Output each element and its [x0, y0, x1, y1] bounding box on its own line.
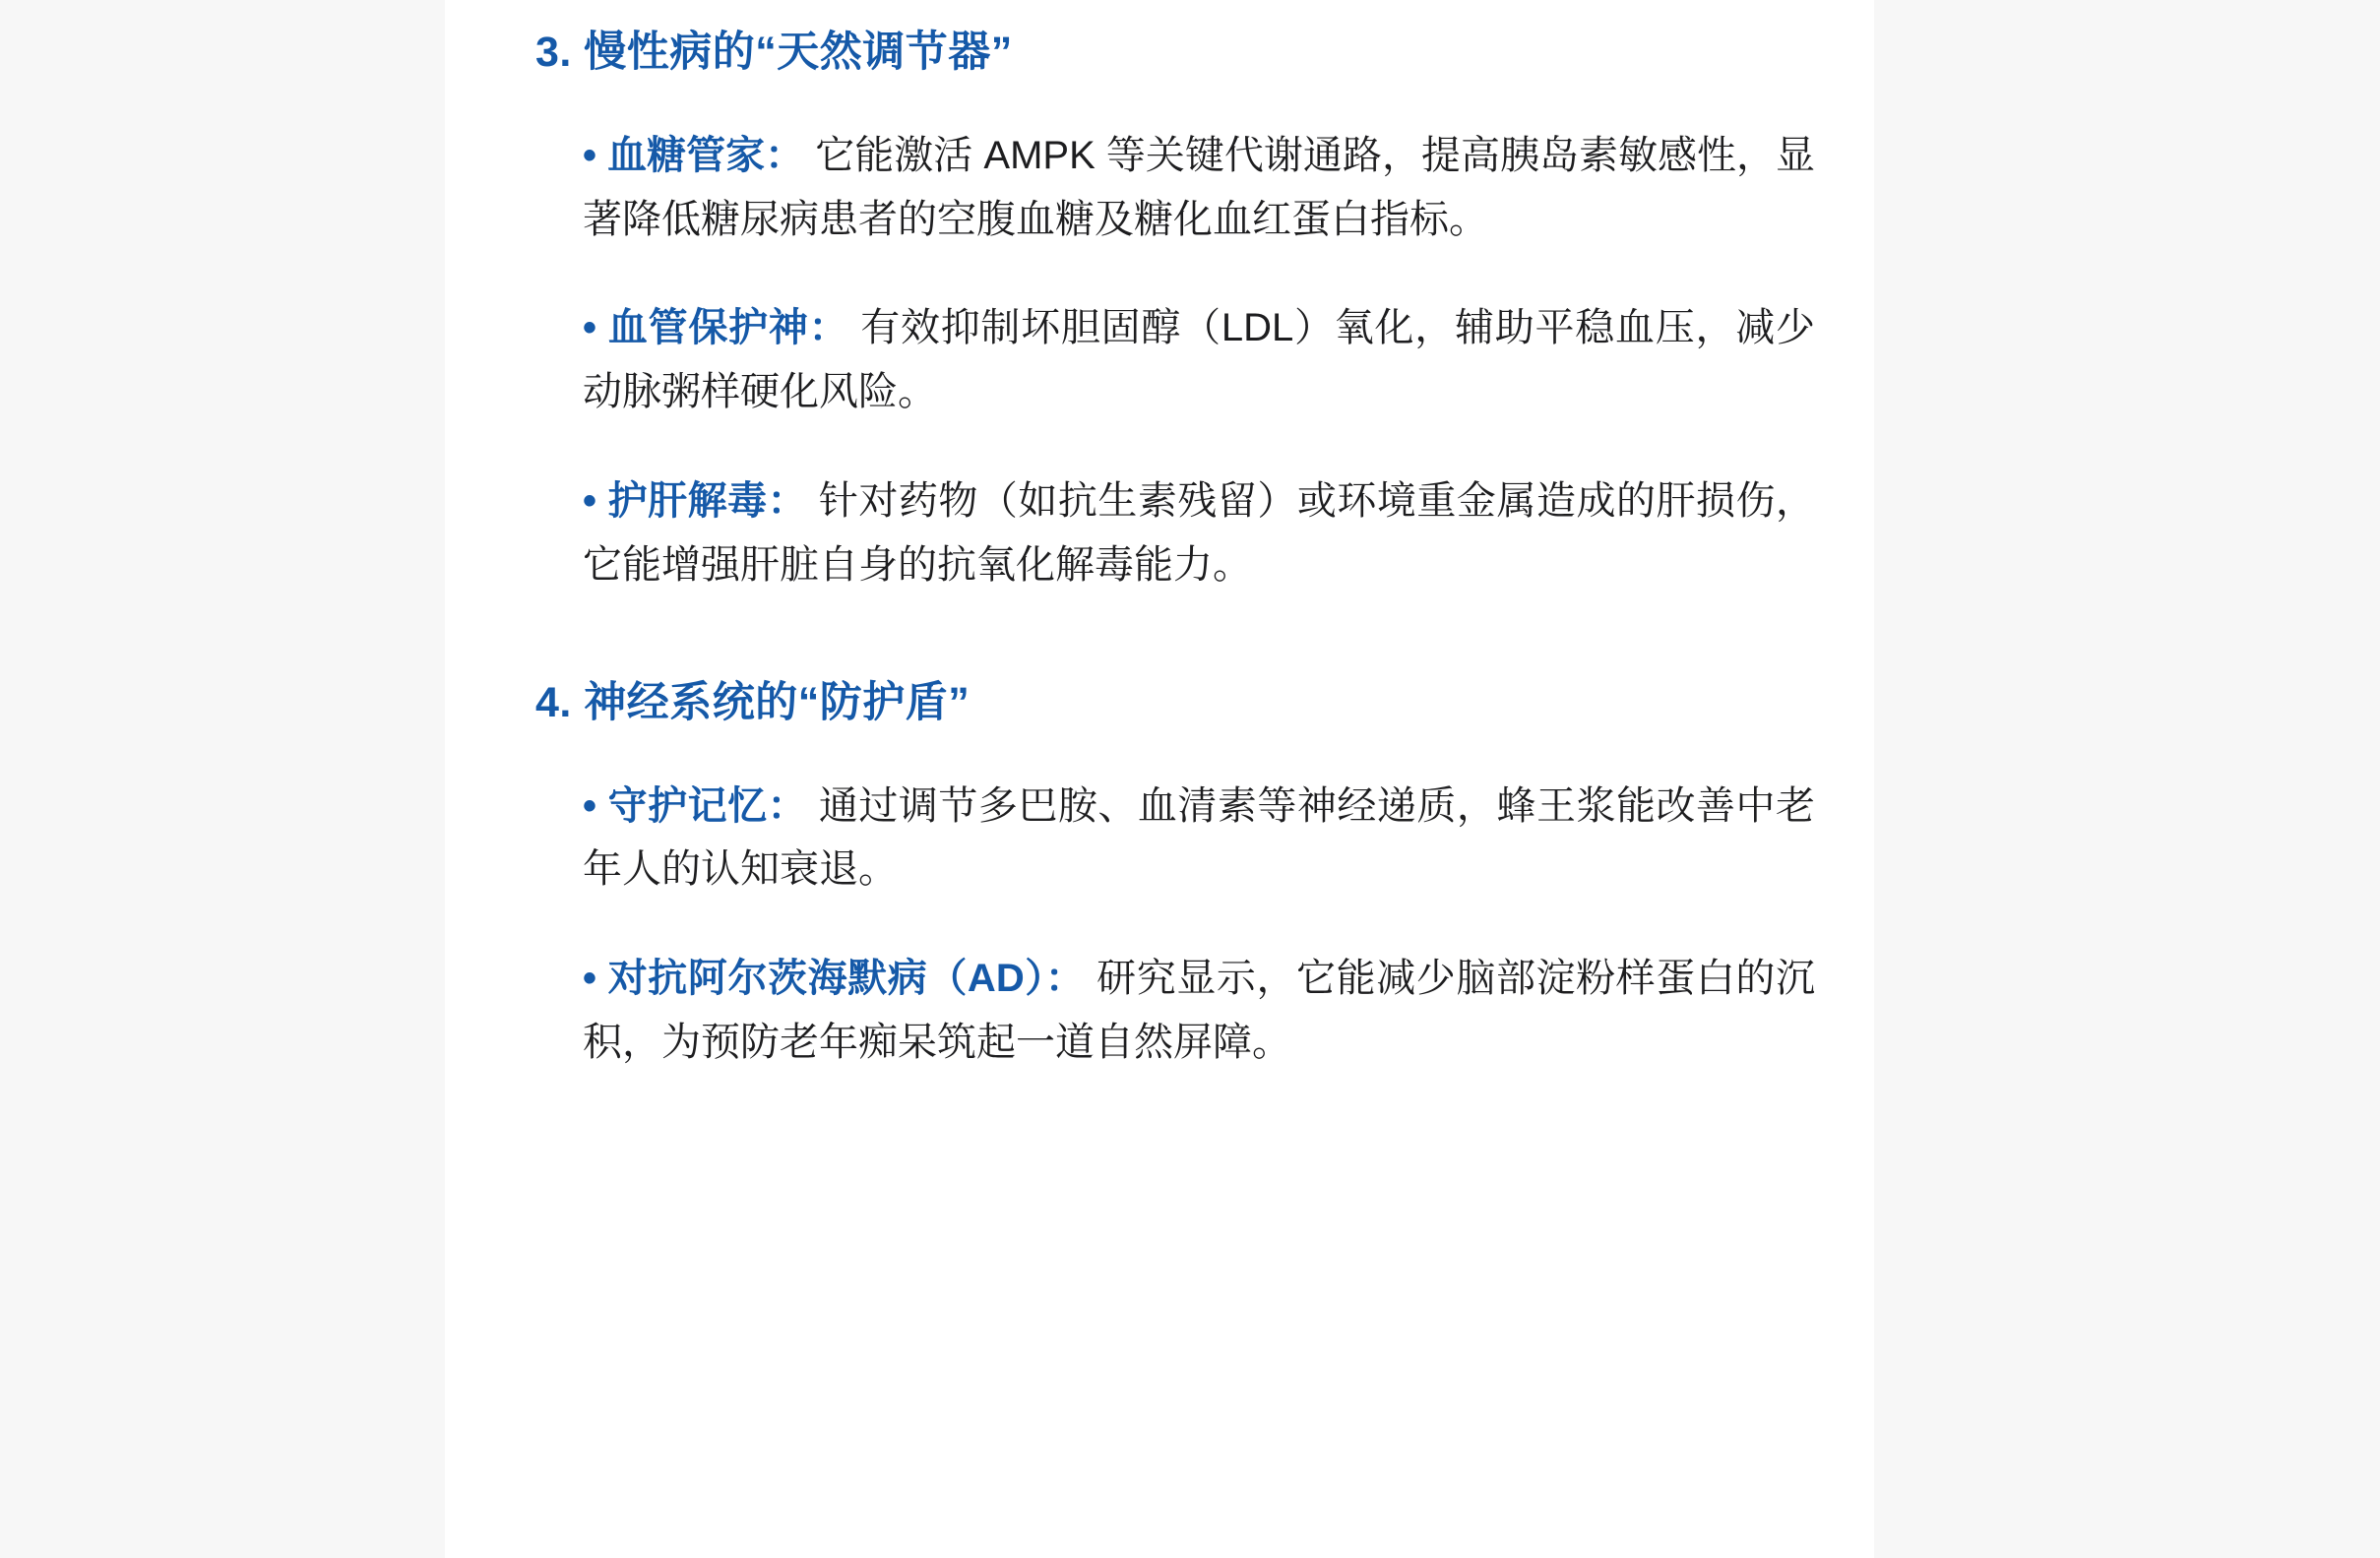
bullet-dot-icon: •	[583, 306, 597, 350]
left-gutter	[0, 0, 445, 1558]
section-heading-3: 3. 慢性病的“天然调节器”	[535, 29, 1013, 76]
list-item	[535, 469, 1815, 597]
spacer	[535, 597, 1815, 645]
right-gutter	[1874, 0, 2380, 1558]
list-item-term: 血糖管家：	[607, 133, 805, 177]
list-item-body: 有效抑制坏胆固醇（LDL）氧化，辅助平稳血压，减少动脉粥样硬化风险。	[583, 306, 1815, 414]
list-item-body: 研究显示，它能减少脑部淀粉样蛋白的沉积，为预防老年痴呆筑起一道自然屏障。	[583, 957, 1816, 1064]
bullet-dot-icon: •	[583, 783, 597, 828]
spacer	[535, 81, 1815, 124]
list-item-body: 针对药物（如抗生素残留）或环境重金属造成的肝损伤，它能增强肝脏自身的抗氧化解毒能力。	[583, 479, 1815, 587]
spacer	[535, 424, 1815, 469]
bullet-dot-icon: •	[583, 133, 597, 177]
bullet-dot-icon: •	[583, 957, 597, 1001]
article-content	[445, 0, 1874, 1075]
spacer	[535, 251, 1815, 296]
list-item	[535, 124, 1815, 252]
section-heading-4: 4. 神经系统的“防护盾”	[535, 678, 971, 726]
article-column	[445, 0, 1874, 1558]
spacer	[535, 731, 1815, 775]
spacer	[535, 902, 1815, 947]
list-item-term: 对抗阿尔茨海默病（AD）：	[607, 957, 1086, 1001]
list-item	[535, 947, 1815, 1075]
list-item	[535, 296, 1815, 424]
list-item-term: 护肝解毒：	[607, 479, 808, 524]
list-item-term: 血管保护神：	[607, 306, 849, 350]
bullet-dot-icon: •	[583, 479, 597, 524]
list-item-body: 它能激活 AMPK 等关键代谢通路，提高胰岛素敏感性，显著降低糖尿病患者的空腹血糖及糖化血红蛋白指标。	[583, 133, 1815, 241]
list-item	[535, 775, 1815, 903]
list-item-term: 守护记忆：	[607, 783, 808, 828]
list-item-body: 通过调节多巴胺、血清素等神经递质，蜂王浆能改善中老年人的认知衰退。	[583, 783, 1815, 892]
